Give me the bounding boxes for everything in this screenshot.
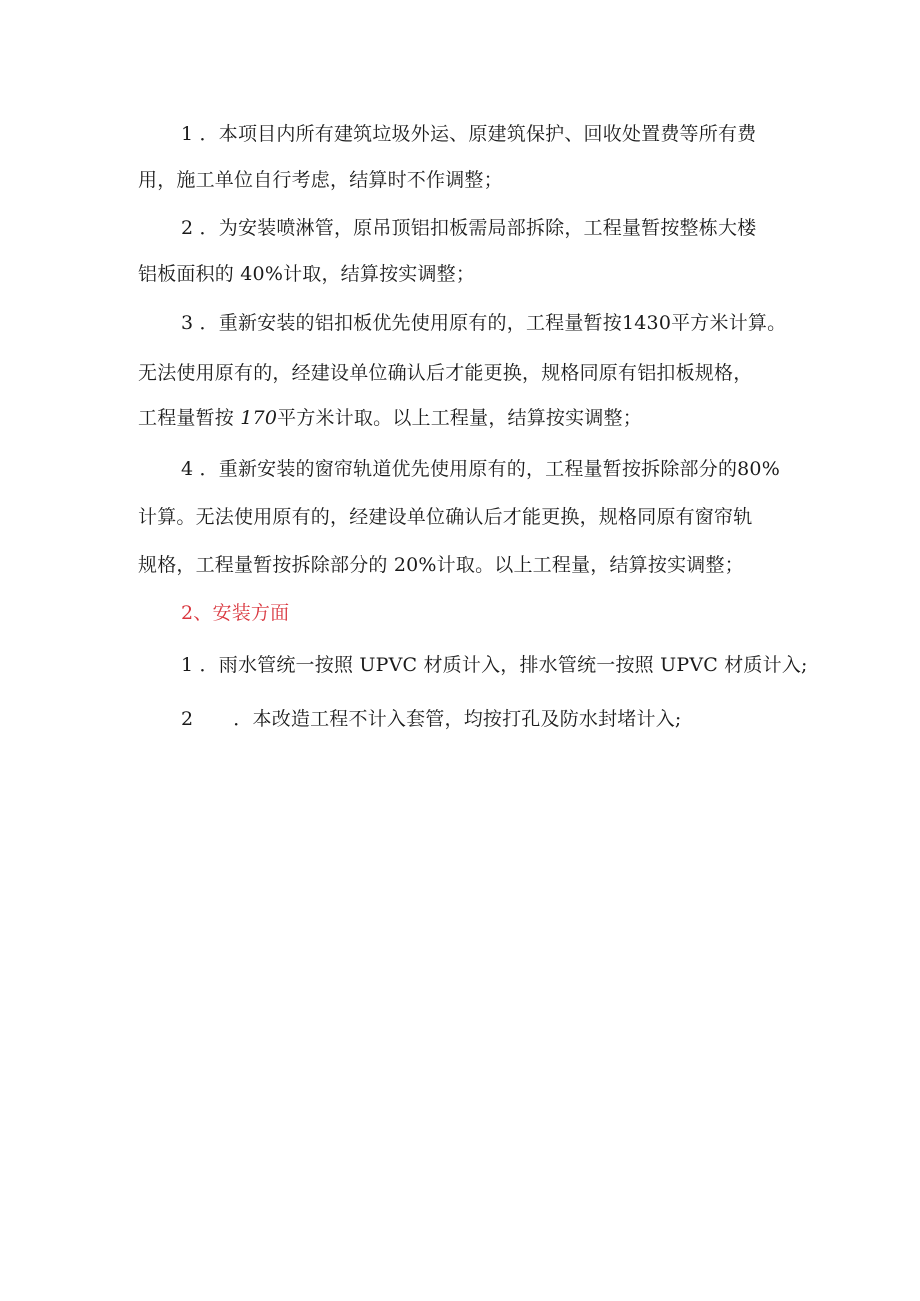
item-1-number: 1 — [181, 123, 194, 145]
item-3-text-3a: 工程量暂按 — [138, 407, 241, 429]
install-item-1-text: ．雨水管统一按照 UPVC 材质计入，排水管统一按照 UPVC 材质计入; — [199, 654, 808, 676]
item-4-line-3: 规格，工程量暂按拆除部分的 20%计取。以上工程量，结算按实调整； — [138, 554, 744, 576]
item-4-text-1: ．重新安装的窗帘轨道优先使用原有的，工程量暂按拆除部分的80% — [199, 458, 780, 480]
item-3-line-3 — [138, 406, 642, 430]
item-4-number: 4 — [181, 458, 194, 480]
item-4-line-1 — [181, 457, 780, 481]
item-3-line-2: 无法使用原有的，经建设单位确认后才能更换，规格同原有铝扣板规格， — [138, 362, 753, 384]
item-1-text-1: ．本项目内所有建筑垃圾外运、原建筑保护、回收处置费等所有费 — [199, 123, 757, 145]
item-2-line-1 — [181, 216, 756, 240]
install-item-2-text: ．本改造工程不计入套管，均按打孔及防水封堵计入; — [233, 708, 682, 730]
item-1-line-1 — [181, 122, 756, 146]
item-3-area-value: 170 — [240, 407, 278, 429]
install-item-2 — [181, 707, 682, 731]
item-2-text-1: ．为安装喷淋管，原吊顶铝扣板需局部拆除，工程量暂按整栋大楼 — [199, 217, 757, 239]
item-2-number: 2 — [181, 217, 194, 239]
item-2-line-2: 铝板面积的 40%计取，结算按实调整； — [138, 263, 476, 285]
item-3-line-1 — [181, 311, 786, 335]
section-heading: 2、安装方面 — [181, 602, 290, 624]
install-item-1-number: 1 — [181, 654, 194, 676]
install-item-2-number: 2 — [181, 708, 194, 730]
item-3-text-1: ．重新安装的铝扣板优先使用原有的，工程量暂按1430平方米计算。 — [199, 312, 787, 334]
item-3-number: 3 — [181, 312, 194, 334]
item-4-line-2: 计算。无法使用原有的，经建设单位确认后才能更换，规格同原有窗帘轨 — [138, 506, 753, 528]
install-item-1 — [181, 653, 808, 677]
item-3-text-3b: 平方米计取。以上工程量，结算按实调整； — [277, 407, 642, 429]
item-1-line-2: 用，施工单位自行考虑，结算时不作调整； — [138, 169, 503, 191]
